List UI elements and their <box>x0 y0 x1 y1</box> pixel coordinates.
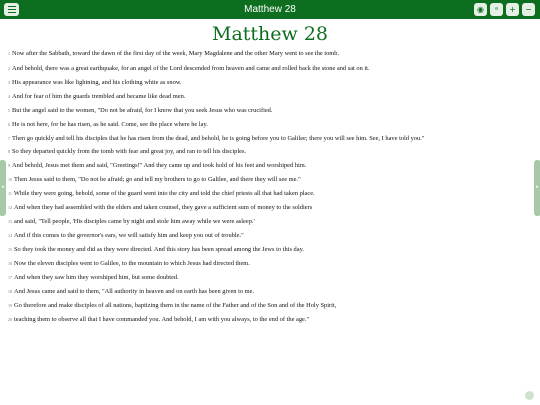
chapter-heading: Matthew 28 <box>211 23 328 45</box>
verse-12: $^{12}$ And when they had assembled with the elders and taken counsel, they gave a sufficient sum of money to the soldiers <box>8 204 313 211</box>
window-title: Matthew 28 <box>244 4 296 15</box>
eye-slash-icon[interactable]: ◉ <box>474 3 487 16</box>
verse-4: $^4$ And for fear of him the guards trembled and became like dead men. <box>8 93 186 100</box>
verse-8: $^8$ So they departed quickly from the tomb with fear and great joy, and ran to tell his disciples. <box>8 148 247 155</box>
zoom-in-button[interactable]: + <box>506 3 519 16</box>
scroll-indicator[interactable] <box>525 391 534 400</box>
verse-2: $^2$ And behold, there was a great earthquake, for an angel of the Lord descended from heaven and came and rolled back the stone and sat on it. <box>8 65 370 72</box>
verse-7: $^7$ Then go quickly and tell his disciples that he has risen from the dead, and behold, he is going before you to Galilee; there you will see him. See, I have told you." <box>8 135 425 142</box>
top-bar <box>0 0 540 19</box>
verse-15: $^{15}$ So they took the money and did as they were directed. And this story has been spread among the Jews to this day. <box>8 246 304 253</box>
verse-9: $^9$ And behold, Jesus met them and said, "Greetings!" And they came up and took hold of his feet and worshiped him. <box>8 162 307 169</box>
zoom-out-button[interactable]: − <box>522 3 535 16</box>
verse-18: $^{18}$ And Jesus came and said to them, "All authority in heaven and on earth has been given to me. <box>8 288 255 295</box>
verse-10: $^{10}$ Then Jesus said to them, "Do not be afraid; go and tell my brothers to go to Galilee, and there they will see me." <box>8 176 301 183</box>
verse-1: $^1$ Now after the Sabbath, toward the dawn of the first day of the week, Mary Magdalene and the other Mary went to see the tomb. <box>8 50 340 57</box>
verse-3: $^3$ His appearance was like lightning, and his clothing white as snow. <box>8 79 182 86</box>
verse-13: $^{13}$ and said, "Tell people, 'His disciples came by night and stole him away while we were asleep.' <box>8 218 255 225</box>
verse-14: $^{14}$ And if this comes to the governor's ears, we will satisfy him and keep you out of trouble." <box>8 232 244 239</box>
verse-20: $^{20}$ teaching them to observe all that I have commanded you. And behold, I am with you always, to the end of the age." <box>8 316 310 323</box>
verse-11: $^{11}$ While they were going, behold, some of the guard went into the city and told the chief priests all that had taken place. <box>8 190 315 197</box>
next-chapter-button[interactable] <box>534 160 540 216</box>
verse-19: $^{19}$ Go therefore and make disciples of all nations, baptizing them in the name of the Father and of the Son and of the Holy Spirit, <box>8 302 337 309</box>
verse-6: $^6$ He is not here, for he has risen, as he said. Come, see the place where he lay. <box>8 121 208 128</box>
verse-5: $^5$ But the angel said to the women, "Do not be afraid, for I know that you seek Jesus who was crucified. <box>8 107 273 114</box>
text-size-icon[interactable]: ᵃ <box>490 3 503 16</box>
verse-16: $^{16}$ Now the eleven disciples went to Galilee, to the mountain to which Jesus had directed them. <box>8 260 250 267</box>
chevron-right-icon: ▸ <box>536 185 539 190</box>
verse-17: $^{17}$ And when they saw him they worshiped him, but some doubted. <box>8 274 179 281</box>
previous-chapter-button[interactable] <box>0 160 6 216</box>
chevron-left-icon: ◂ <box>1 185 4 190</box>
